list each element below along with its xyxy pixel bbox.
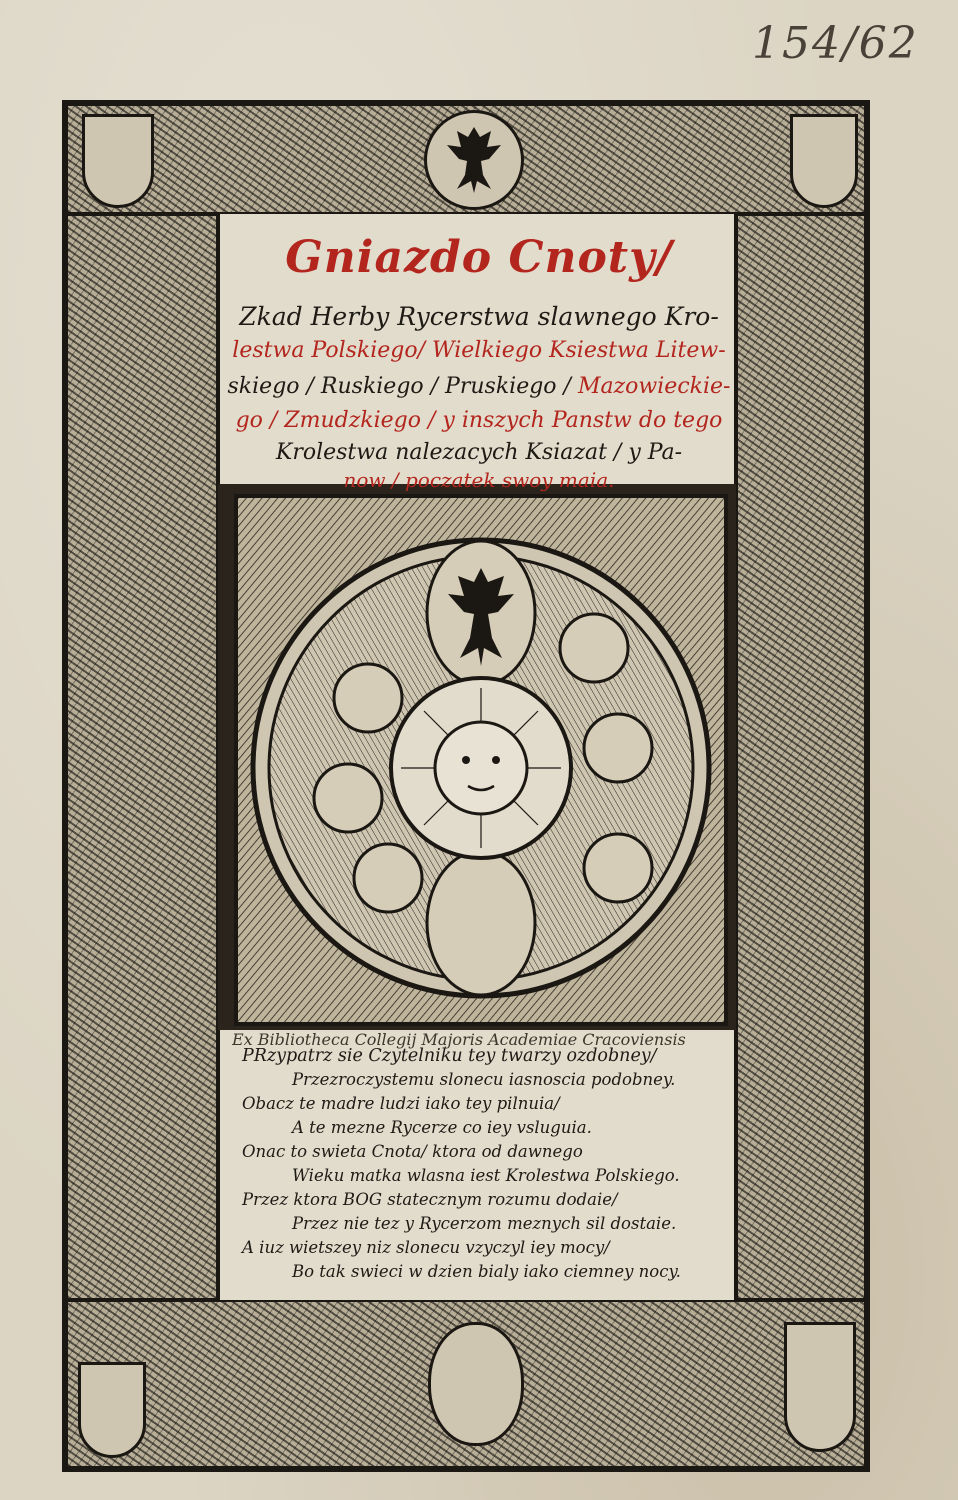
left-coat-of-arms-icon [82,114,154,208]
verse-line-7: Przez ktora BOG statecznym rozumu dodaie/ [242,1190,618,1209]
verse-line-1: PRzypatrz sie Czytelniku tey twarzy ozdobney/ [242,1046,657,1066]
eagle-medallion-icon [424,110,524,210]
subtitle-line-5: Krolestwa nalezacych Ksiazat / y Pa- [275,440,683,465]
subtitle-line-4: go / Zmudzkiego / y inszych Panstw do tego [235,408,723,433]
subtitle-line-3b: Mazowieckie- [577,374,731,399]
verse-line-10: Bo tak swieci w dzien bialy iako ciemney nocy. [292,1262,681,1281]
right-coat-of-arms-icon [790,114,858,208]
right-border-band [736,214,866,1300]
verse-line-3: Obacz te madre ludzi iako tey pilnuia/ [242,1094,560,1113]
top-border-band [66,104,866,214]
bottom-border-band [66,1300,866,1468]
bottom-left-coat-of-arms-icon [78,1362,146,1458]
verse-line-8: Przez nie tez y Rycerzom meznych sil dostaie. [292,1214,677,1233]
subtitle-line-6: now / poczatek swoy maia. [343,468,615,492]
verse-line-4: A te mezne Rycerze co iey vsluguia. [292,1118,592,1137]
verse-panel [218,1030,736,1300]
subtitle-line-3a: skiego / Ruskiego / Pruskiego / [227,374,578,399]
main-title: Gniazdo Cnoty/ [285,232,673,283]
eagle-icon [427,113,521,207]
subtitle-line-2: lestwa Polskiego/ Wielkiego Ksiestwa Litew- [232,338,726,363]
handwritten-library-inscription: Ex Bibliotheca Collegij Majoris Academiae Cracoviensis [232,1030,686,1049]
left-border-band [66,214,218,1300]
virtue-wheel-illustration [238,498,724,1022]
verse-line-5: Onac to swieta Cnota/ ktora od dawnego [242,1142,583,1161]
bottom-right-coat-of-arms-icon [784,1322,856,1452]
knight-medallion-icon [428,1322,524,1446]
verse-line-2: Przezroczystemu slonecu iasnoscia podobney. [292,1070,676,1089]
handwritten-shelfmark: 154/62 [752,18,919,69]
central-woodcut-illustration [234,494,728,1026]
verse-line-6: Wieku matka wlasna iest Krolestwa Polskiego. [292,1166,680,1185]
subtitle-line-3 [220,374,738,399]
title-panel [218,214,736,492]
subtitle-line-1: Zkad Herby Rycerstwa slawnego Kro- [239,302,719,331]
verse-line-9: A iuz wietszey niz slonecu vzyczyl iey mocy/ [242,1238,610,1257]
